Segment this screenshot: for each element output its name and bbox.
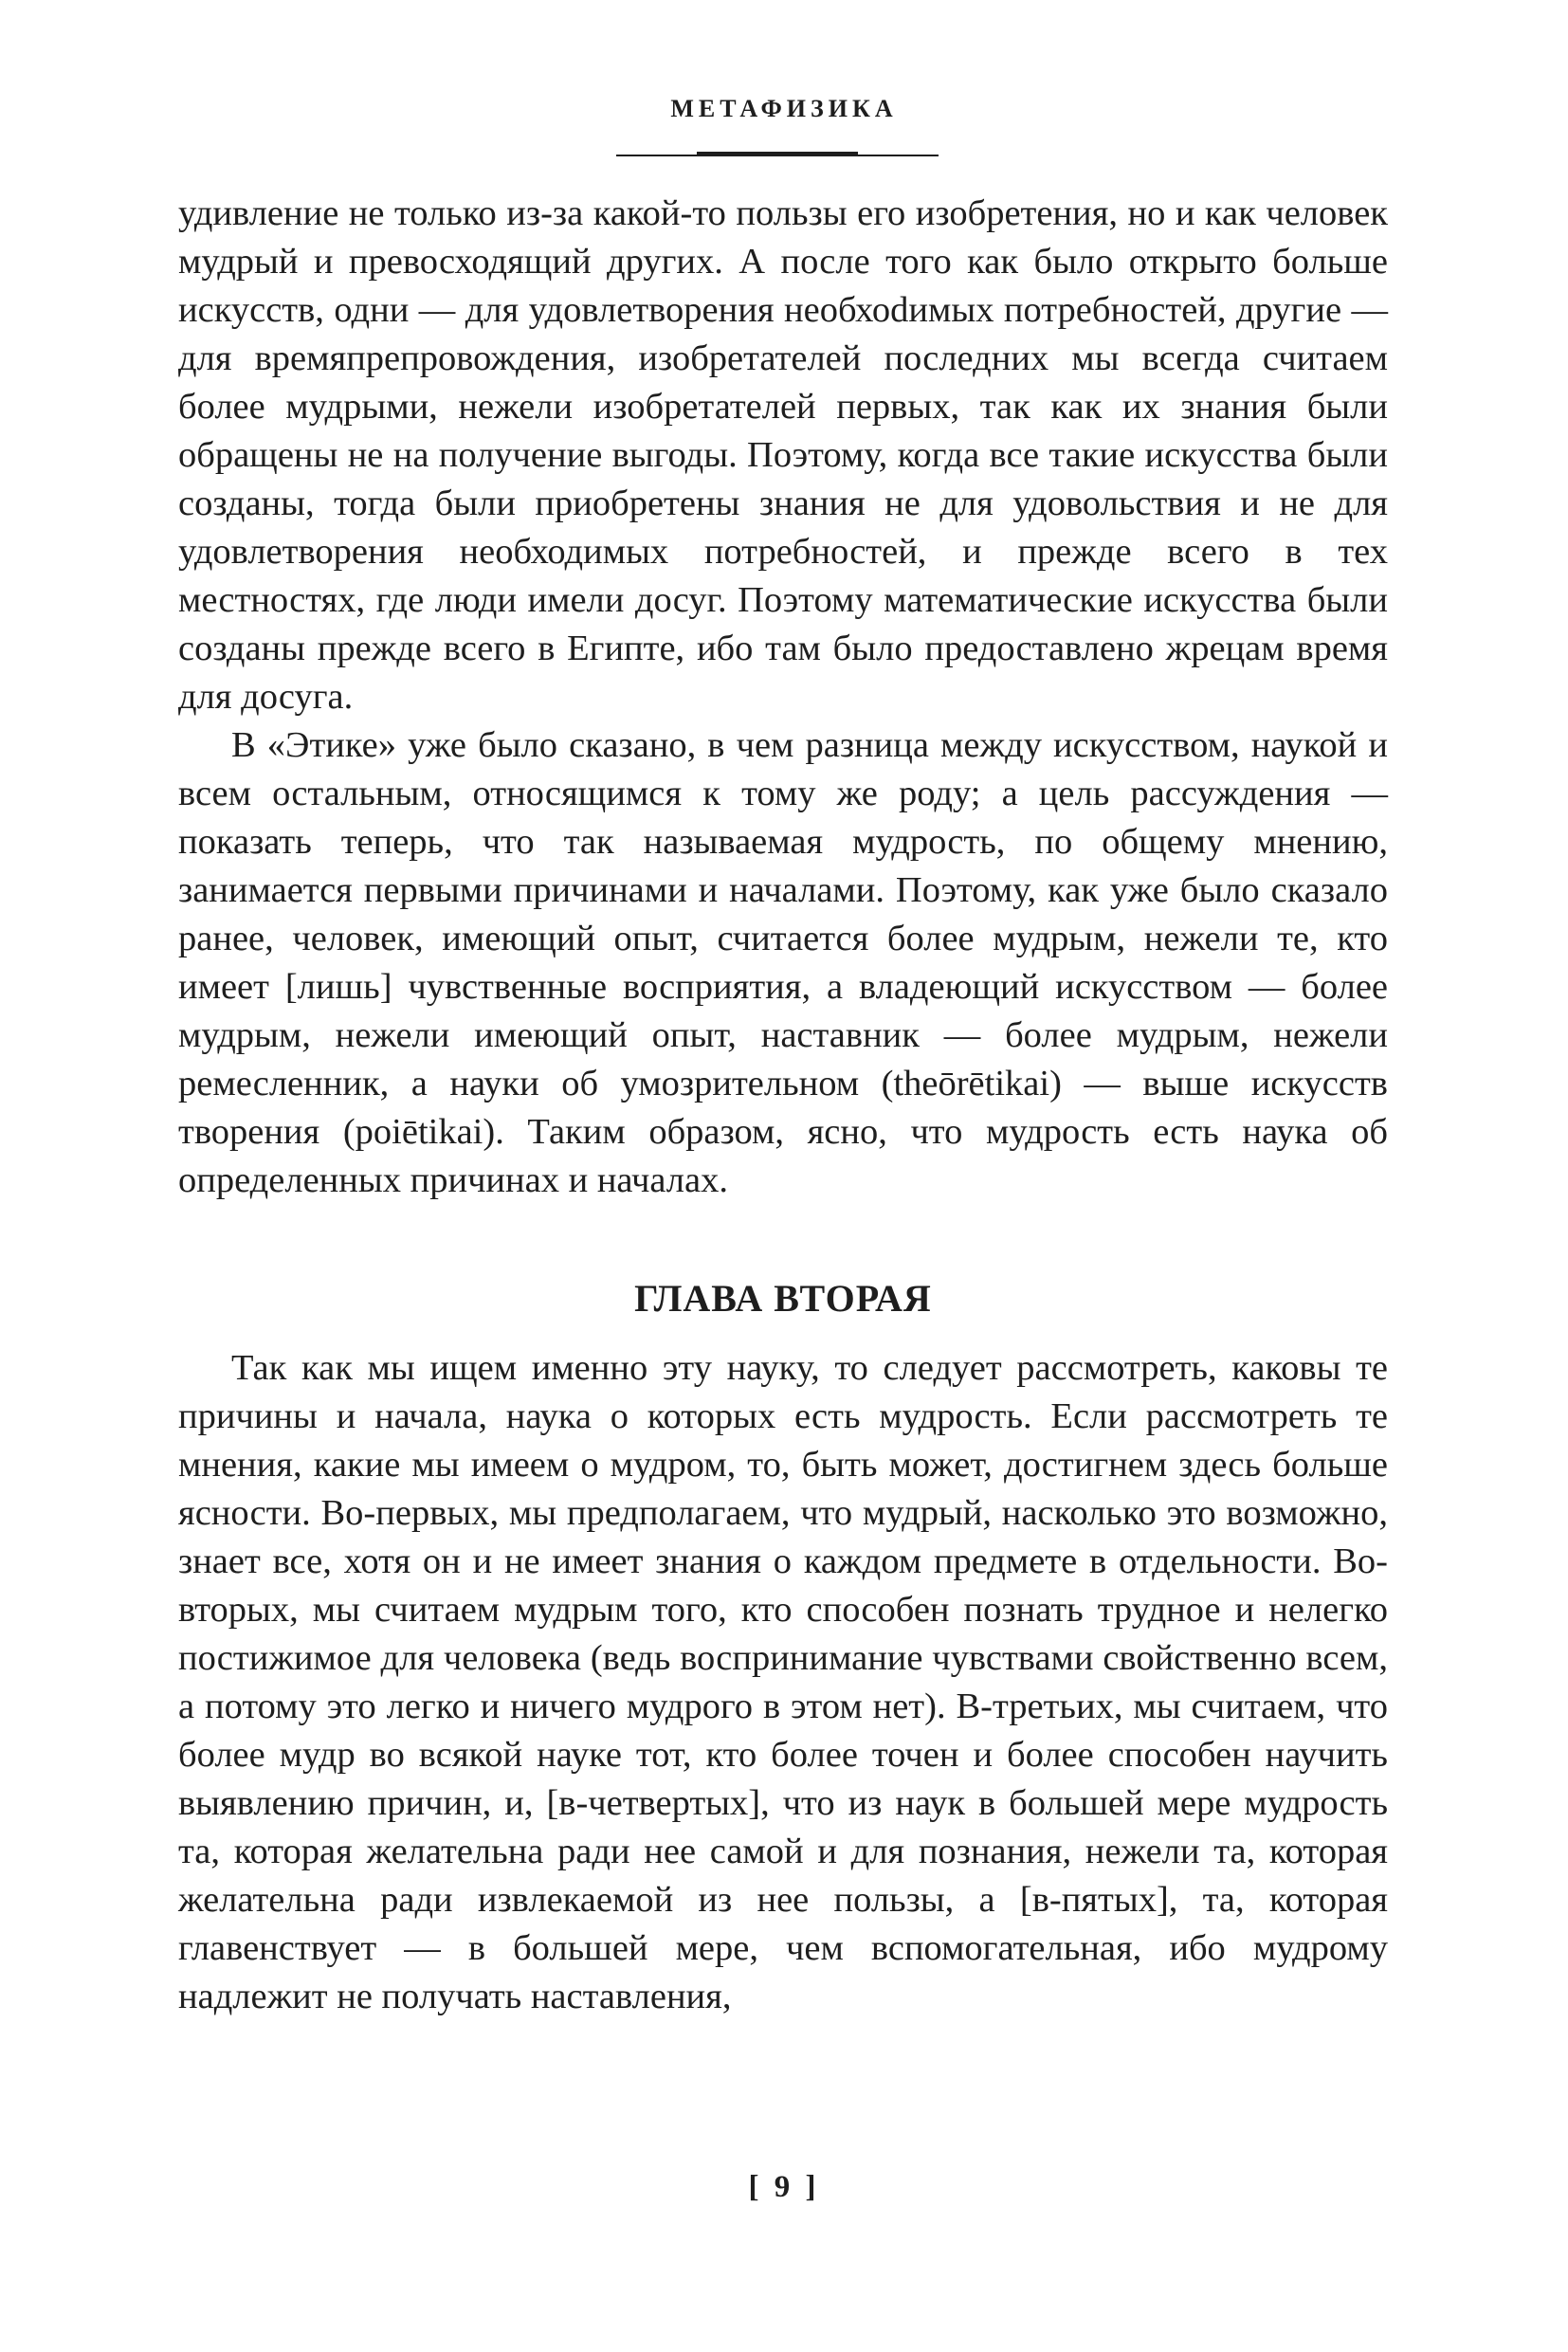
- running-head: МЕТАФИЗИКА: [670, 95, 898, 122]
- paragraph-chapter-two: Так как мы ищем именно эту науку, то следует рассмотреть, каковы те причины и начала, наука о которых есть мудрость. Если рассмотреть те мнения, какие мы имеем о мудром, то, быть может, достигнем здесь больше ясности. Во-первых, мы предполагаем, что мудрый, насколько это возможно, знает все, хотя он и не имеет знания о каждом предмете в отдельности. Во-вторых, мы считаем мудрым того, кто способен познать трудное и нелегко постижимое для человека (ведь воспринимание чувствами свойственно всем, а потому это легко и ничего мудрого в этом нет). В-третьих, мы считаем, что более мудр во всякой науке тот, кто более точен и более способен научить выявлению причин, и, [в-четвертых], что из наук в большей мере мудрость та, которая желательна ради нее самой и для познания, нежели та, которая желательна ради извлекаемой из нее пользы, а [в-пятых], та, которая главенствует — в большей мере, чем вспомогательная, ибо мудрому надлежит не получать наставления,: [178, 1348, 1388, 2016]
- chapter-heading: ГЛАВА ВТОРАЯ: [634, 1277, 932, 1320]
- paragraph-ethics: В «Этике» уже было сказано, в чем разница между искусством, наукой и всем остальным, относящимся к тому же роду; а цель рассуждения — показать теперь, что так называемая мудрость, по общему мнению, занимается первыми причинами и началами. Поэтому, как уже было сказало ранее, человек, имеющий опыт, считается более мудрым, нежели те, кто имеет [лишь] чувственные восприятия, а владеющий искусством — более мудрым, нежели имеющий опыт, наставник — более мудрым, нежели ремесленник, а науки об умозрительном (theōrētikai) — выше искусств творения (poiētikai). Таким образом, ясно, что мудрость есть наука об определенных причинах и началах.: [178, 725, 1388, 1200]
- page-number: [ 9 ]: [748, 2170, 820, 2204]
- running-head-rule-accent: [697, 152, 858, 156]
- text-block: [178, 190, 1388, 2021]
- paragraph-continuation: удивление не только из-за какой-то пользы его изобретения, но и как человек мудрый и превосходящий других. А после того как было открыто больше искусств, одни — для удовлетворения необхоdимых потребностей, другие — для времяпрепровождения, изобретателей последних мы всегда считаем более мудрыми, нежели изобретателей первых, так как их знания были обращены не на получение выгоды. Поэтому, когда все такие искусства были созданы, тогда были приобретены знания не для удовольствия и не для удовлетворения необходимых потребностей, и прежде всего в тех местностях, где люди имели досуг. Поэтому математические искусства были созданы прежде всего в Египте, ибо там было предоставлено жрецам время для досуга.: [178, 193, 1388, 717]
